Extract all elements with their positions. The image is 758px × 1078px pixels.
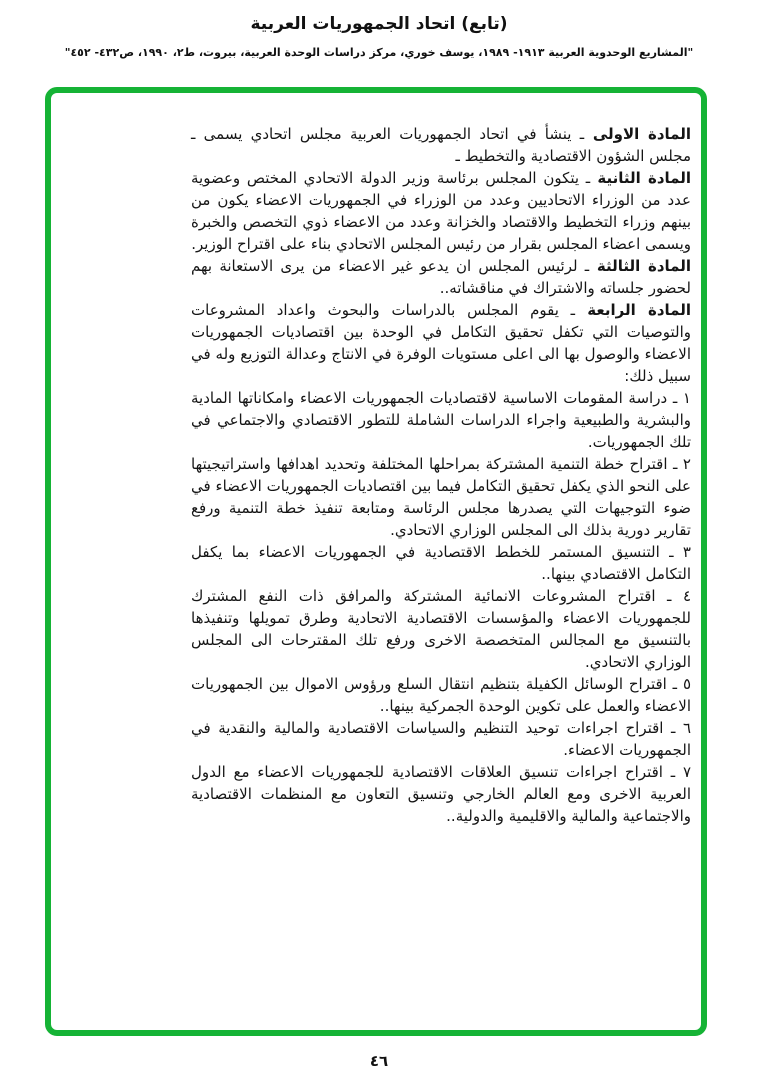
article-paragraph: المادة الاولى ـ ينشأ في اتحاد الجمهوريات العربية مجلس اتحادي يسمى ـ مجلس الشؤون الاقتصادية والتخطيط ـ <box>191 125 692 165</box>
article-heading: المادة الرابعة <box>575 301 691 319</box>
source-citation: "المشاريع الوحدوية العربية ١٩١٣- ١٩٨٩، يوسف خوري، مركز دراسات الوحدة العربية، بيروت، ط٢، ١٩٩٠، ص٤٣٢- ٤٥٢" <box>64 46 694 59</box>
article-paragraph: المادة الرابعة ـ يقوم المجلس بالدراسات والبحوث واعداد المشروعات والتوصيات التي تكفل تحقيق التكامل في الوحدة بين اقتصاديات الجمهوريات الاعضاء والوصول بها الى اعلى مستويات الوفرة في الانتاج وعدالة التوزيع وله في سبيل ذلك: <box>191 301 691 385</box>
numbered-item: ٥ ـ اقتراح الوسائل الكفيلة بتنظيم انتقال السلع ورؤوس الاموال بين الجمهوريات الاعضاء والعمل على تكوين الوحدة الجمركية بينها.. <box>191 675 691 715</box>
numbered-item: ٢ ـ اقتراح خطة التنمية المشتركة بمراحلها المختلفة وتحديد اهدافها واستراتيجيتها على النحو الذي يكفل تحقيق التكامل فيما بين اقتصاديات الجمهوريات الاعضاء في ضوء التوجيهات التي يصدرها مجلس الرئاسة ومتابعة تنفيذ خطة التنمية ورفع تقارير دورية بذلك الى المجلس الوزاري الاتحادي. <box>191 455 691 539</box>
numbered-item: ٤ ـ اقتراح المشروعات الانمائية المشتركة والمرافق ذات النفع المشترك للجمهوريات الاعضاء والمؤسسات الاقتصادية الاتحادية وطرق تمويلها وتنفيذها بالتنسيق مع المجالس المتخصصة الاخرى ورفع تلك المقترحات الى المجلس الوزاري الاتحادي. <box>191 587 691 671</box>
page-number: ٤٦ <box>369 1052 389 1070</box>
article-heading: المادة الاولى <box>584 125 692 143</box>
numbered-item: ٣ ـ التنسيق المستمر للخطط الاقتصادية في الجمهوريات الاعضاء بما يكفل التكامل الاقتصادي بينها.. <box>191 543 691 583</box>
numbered-item: ٦ ـ اقتراح اجراءات توحيد التنظيم والسياسات الاقتصادية والمالية والنقدية في الجمهوريات الاعضاء. <box>191 719 691 759</box>
article-heading: المادة الثانية <box>590 169 691 187</box>
green-frame <box>45 87 707 1036</box>
article-paragraph: المادة الثانية ـ يتكون المجلس برئاسة وزير الدولة الاتحادي المختص وعضوية عدد من الوزراء الاتحاديين وعدد من الوزراء في الجمهوريات الاعضاء يكون من بينهم وزراء التخطيط والاقتصاد والخزانة وعدد من الاعضاء ذوي التخصص والخبرة ويسمى اعضاء المجلس بقرار من رئيس المجلس الاتحادي بناء على اقتراح الوزير. <box>191 169 691 253</box>
document-body <box>191 123 691 827</box>
numbered-item: ٧ ـ اقتراح اجراءات تنسيق العلاقات الاقتصادية للجمهوريات الاعضاء مع الدول العربية الاخرى ومع العالم الخارجي وتنسيق التعاون مع المنظمات الاقتصادية والاجتماعية والمالية والاقليمية والدولية.. <box>191 763 691 825</box>
page-title: (تابع) اتحاد الجمهوريات العربية <box>250 14 508 34</box>
article-heading: المادة الثالثة <box>589 257 691 275</box>
article-paragraph: المادة الثالثة ـ لرئيس المجلس ان يدعو غير الاعضاء من يرى الاستعانة بهم لحضور جلساته والاشتراك في مناقشاته.. <box>191 257 691 297</box>
numbered-item: ١ ـ دراسة المقومات الاساسية لاقتصاديات الجمهوريات الاعضاء وامكاناتها المادية والبشرية والطبيعية واجراء الدراسات الشاملة للتطور الاقتصادي والاجتماعي في تلك الجمهوريات. <box>191 389 691 451</box>
